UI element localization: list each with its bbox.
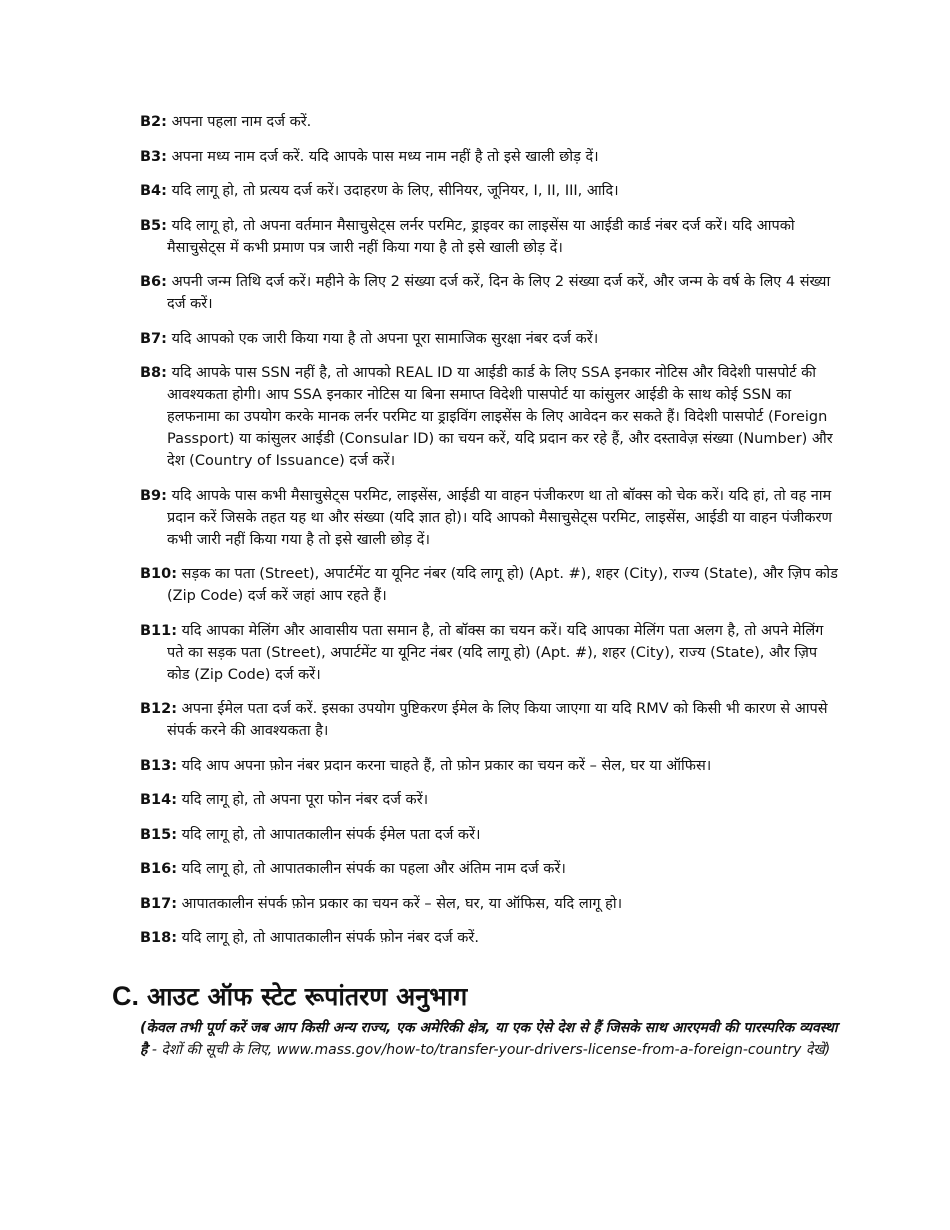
instruction-item	[140, 893, 840, 915]
instruction-code: B5:	[140, 217, 167, 234]
instruction-text: अपना ईमेल पता दर्ज करें. इसका उपयोग पुष्टिकरण ईमेल के लिए किया जाएगा या यदि RMV को किसी भी कारण से आपसे संपर्क करने की आवश्यकता है।	[167, 701, 828, 739]
instruction-code: B14:	[140, 792, 178, 808]
instruction-code: B6:	[140, 274, 167, 290]
instruction-item	[140, 215, 840, 259]
instruction-text: यदि आप अपना फ़ोन नंबर प्रदान करना चाहते हैं, तो फ़ोन प्रकार का चयन करें – सेल, घर या ऑफिस।	[181, 757, 712, 774]
instruction-text: यदि आपको एक जारी किया गया है तो अपना पूरा सामाजिक सुरक्षा नंबर दर्ज करें।	[171, 330, 599, 347]
instruction-code: B11:	[140, 622, 178, 639]
instruction-code: B10:	[140, 566, 178, 582]
instruction-text: यदि आपके पास कभी मैसाचुसेट्स परमिट, लाइसेंस, आईडी या वाहन पंजीकरण था तो बॉक्स को चेक करें। यदि हां, तो वह नाम प्रदान करें जिसके तहत यह था और संख्या (यदि ज्ञात हो)। यदि आपको मैसाचुसेट्स परमिट, लाइसेंस, आईडी या वाहन पंजीकरण कभी जारी नहीं किया गया है तो इसे खाली छोड़ दें।	[167, 487, 832, 548]
instruction-item	[140, 755, 840, 777]
instruction-code: B18:	[140, 930, 178, 946]
section-note	[140, 1017, 842, 1061]
instruction-code: B17:	[140, 895, 178, 912]
instruction-code: B3:	[140, 148, 167, 165]
instruction-item	[140, 485, 840, 551]
instruction-item	[140, 362, 840, 472]
instruction-text: यदि लागू हो, तो अपना वर्तमान मैसाचुसेट्स लर्नर परमिट, ड्राइवर का लाइसेंस या आईडी कार्ड नंबर दर्ज करें। यदि आपको मैसाचुसेट्स में कभी प्रमाण पत्र जारी नहीं किया गया है तो इसे खाली छोड़ दें।	[167, 217, 795, 256]
instruction-code: B12:	[140, 701, 178, 717]
instruction-code: B7:	[140, 330, 167, 347]
instruction-text: यदि आपका मेलिंग और आवासीय पता समान है, तो बॉक्स का चयन करें। यदि आपका मेलिंग पता अलग है, तो अपने मेलिंग पते का सड़क पता (Street), अपार्टमेंट या यूनिट नंबर (यदि लागू हो) (Apt. #), शहर (City), राज्य (State), और ज़िप कोड (Zip Code) दर्ज करें।	[167, 622, 824, 683]
instruction-item	[140, 146, 840, 168]
instruction-text: सड़क का पता (Street), अपार्टमेंट या यूनिट नंबर (यदि लागू हो) (Apt. #), शहर (City), राज्य (State), और ज़िप कोड (Zip Code) दर्ज करें जहां आप रहते हैं।	[167, 566, 838, 604]
section-note-link-text: - देशों की सूची के लिए, www.mass.gov/how-to/transfer-your-drivers-license-from-a-foreign-country देखें)	[147, 1042, 831, 1058]
instruction-code: B13:	[140, 757, 178, 774]
section-letter: C.	[112, 981, 139, 1011]
instruction-item	[140, 620, 840, 686]
instruction-text: आपातकालीन संपर्क फ़ोन प्रकार का चयन करें – सेल, घर, या ऑफिस, यदि लागू हो।	[181, 895, 623, 912]
section-heading	[112, 978, 852, 1015]
section-note-bold: (केवल तभी पूर्ण करें जब आप किसी अन्य राज्य, एक अमेरिकी क्षेत्र, या एक ऐसे देश से हैं जिसके साथ आरएमवी की पारस्परिक व्यवस्था है	[140, 1020, 838, 1058]
instruction-text: अपना पहला नाम दर्ज करें.	[171, 114, 312, 130]
instruction-text: अपना मध्य नाम दर्ज करें. यदि आपके पास मध्य नाम नहीं है तो इसे खाली छोड़ दें।	[171, 148, 599, 165]
instruction-item	[140, 824, 840, 846]
instruction-code: B15:	[140, 826, 178, 843]
instruction-text: यदि लागू हो, तो प्रत्यय दर्ज करें। उदाहरण के लिए, सीनियर, जूनियर, I, II, III, आदि।	[171, 183, 619, 199]
instruction-text: यदि लागू हो, तो आपातकालीन संपर्क का पहला और अंतिम नाम दर्ज करें।	[181, 861, 566, 877]
instruction-code: B9:	[140, 487, 167, 504]
instructions-list	[140, 111, 840, 962]
instruction-text: यदि लागू हो, तो अपना पूरा फोन नंबर दर्ज करें।	[181, 792, 429, 808]
section-c	[112, 978, 852, 1061]
instruction-item	[140, 858, 840, 880]
instruction-item	[140, 328, 840, 350]
instruction-code: B4:	[140, 183, 167, 199]
instruction-code: B2:	[140, 114, 167, 130]
instruction-item	[140, 180, 840, 202]
instruction-item	[140, 789, 840, 811]
instruction-text: यदि लागू हो, तो आपातकालीन संपर्क ईमेल पता दर्ज करें।	[181, 826, 481, 843]
instruction-text: यदि आपके पास SSN नहीं है, तो आपको REAL ID या आईडी कार्ड के लिए SSA इनकार नोटिस और विदेशी पासपोर्ट की आवश्यकता होगी। आप SSA इनकार नोटिस या बिना समाप्त विदेशी पासपोर्ट या कांसुलर आईडी के साथ कोई SSN का हलफनामा का उपयोग करके मानक लर्नर परमिट या ड्राइविंग लाइसेंस के लिए आवेदन कर सकते हैं। विदेशी पासपोर्ट (Foreign Passport) या कांसुलर आईडी (Consular ID) का चयन करें, यदि प्रदान कर रहे हैं, और दस्तावेज़ संख्या (Number) और देश (Country of Issuance) दर्ज करें।	[167, 365, 833, 469]
instruction-item	[140, 271, 840, 315]
instruction-item	[140, 698, 840, 742]
instruction-item	[140, 111, 840, 133]
instruction-text: यदि लागू हो, तो आपातकालीन संपर्क फ़ोन नंबर दर्ज करें.	[181, 930, 479, 946]
section-title: आउट ऑफ स्टेट रूपांतरण अनुभाग	[147, 982, 468, 1011]
instruction-item	[140, 563, 840, 607]
instruction-code: B16:	[140, 861, 178, 877]
instruction-text: अपनी जन्म तिथि दर्ज करें। महीने के लिए 2 संख्या दर्ज करें, दिन के लिए 2 संख्या दर्ज करें, और जन्म के वर्ष के लिए 4 संख्या दर्ज करें।	[167, 274, 831, 312]
instruction-item	[140, 927, 840, 949]
instruction-code: B8:	[140, 365, 167, 381]
